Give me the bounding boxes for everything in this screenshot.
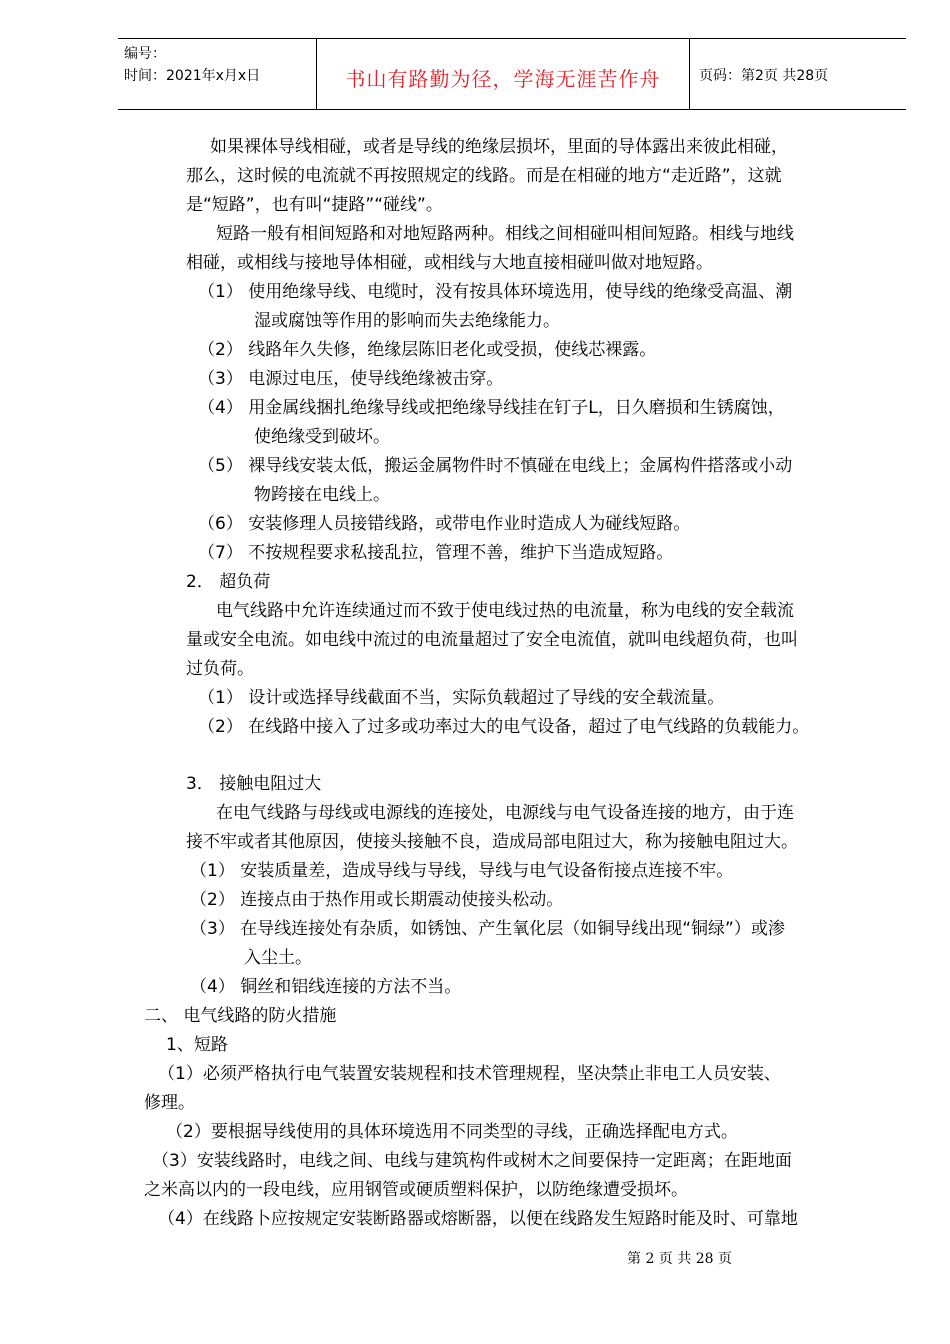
body-line: 电气线路中允许连续通过而不致于使电线过热的电流量，称为电线的安全载流 [216, 601, 794, 621]
list-item: （6） 安装修理人员接错线路，或带电作业时造成人为碰线短路。 [198, 514, 691, 534]
list-item: （1） 安装质量差，造成导线与导线，导线与电气设备衔接点连接不牢。 [190, 861, 734, 881]
header-page-cell [689, 39, 906, 109]
list-item-continuation: 湿或腐蚀等作用的影响而失去绝缘能力。 [254, 311, 560, 331]
document-time: 时间：2021年x月x日 [124, 68, 261, 84]
list-item: （3） 在导线连接处有杂质，如锈蚀、产生氧化层（如铜导线出现“铜绿”）或渗 [190, 919, 785, 939]
header-motto-cell [316, 39, 690, 109]
list-item: （1） 设计或选择导线截面不当，实际负载超过了导线的安全载流量。 [198, 688, 725, 708]
body-line: 那么，这时候的电流就不再按照规定的线路。而是在相碰的地方“走近路”，这就 [186, 166, 782, 186]
header-meta-cell [118, 39, 316, 109]
list-item-continuation: 修理。 [144, 1093, 195, 1113]
body-line: 量或安全电流。如电线中流过的电流量超过了安全电流值，就叫电线超负荷，也叫 [186, 630, 798, 650]
list-item: （3） 电源过电压，使导线绝缘被击穿。 [198, 369, 504, 389]
section-heading: 3． 接触电阻过大 [186, 774, 322, 794]
body-line: 短路一般有相间短路和对地短路两种。相线之间相碰叫相间短路。相线与地线 [216, 224, 794, 244]
list-item: （4） 用金属线捆扎绝缘导线或把绝缘导线挂在钉子L，日久磨损和生锈腐蚀， [198, 398, 785, 418]
body-line: 是“短路”，也有叫“捷路”“碰线”。 [186, 195, 443, 215]
list-item-continuation: 使绝缘受到破坏。 [254, 427, 390, 447]
list-item: （1） 使用绝缘导线、电缆时，没有按具体环境选用，使导线的绝缘受高温、潮 [198, 282, 793, 302]
header-page-number: 页码：第2页 共28页 [699, 68, 829, 84]
header-motto: 书山有路勤为径，学海无涯苦作舟 [345, 67, 661, 91]
document-number: 编号： [124, 46, 166, 62]
list-item-continuation: 物跨接在电线上。 [254, 485, 390, 505]
list-item: （2）要根据导线使用的具体环境选用不同类型的寻线，正确选择配电方式。 [166, 1122, 738, 1142]
page-footer: 第 2 页 共 28 页 [627, 1251, 732, 1267]
body-line: 过负荷。 [186, 659, 254, 679]
list-item: （2） 连接点由于热作用或长期震动使接头松动。 [190, 890, 564, 910]
list-item: （1）必须严格执行电气装置安装规程和技术管理规程，坚决禁止非电工人员安装、 [158, 1064, 781, 1084]
list-item: （2） 在线路中接入了过多或功率过大的电气设备，超过了电气线路的负载能力。 [198, 717, 810, 737]
body-line: 接不牢或者其他原因，使接头接触不良，造成局部电阻过大，称为接触电阻过大。 [186, 832, 798, 852]
list-item-continuation: 之米高以内的一段电线，应用钢管或硬质塑料保护，以防绝缘遭受损坏。 [144, 1180, 688, 1200]
list-item: （2） 线路年久失修，绝缘层陈旧老化或受损，使线芯裸露。 [198, 340, 657, 360]
page-header [118, 38, 906, 110]
body-line: 如果裸体导线相碰，或者是导线的绝缘层损坏，里面的导体露出来彼此相碰， [210, 137, 788, 157]
list-item: （5） 裸导线安装太低，搬运金属物件时不慎碰在电线上；金属构件搭落或小动 [198, 456, 793, 476]
list-item: （4）在线路卜应按规定安装断路器或熔断器，以便在线路发生短路时能及时、可靠地 [158, 1209, 798, 1229]
list-item: （4） 铜丝和铝线连接的方法不当。 [190, 977, 462, 997]
subsection-heading: 1、短路 [166, 1035, 228, 1055]
list-item: （7） 不按规程要求私接乱拉，管理不善，维护下当造成短路。 [198, 543, 674, 563]
section-heading: 二、 电气线路的防火措施 [144, 1006, 337, 1026]
body-line: 相碰，或相线与接地导体相碰，或相线与大地直接相碰叫做对地短路。 [186, 253, 713, 273]
list-item-continuation: 入尘土。 [244, 948, 312, 968]
section-heading: 2． 超负荷 [186, 572, 271, 592]
body-line: 在电气线路与母线或电源线的连接处，电源线与电气设备连接的地方，由于连 [216, 803, 794, 823]
list-item: （3）安装线路时，电线之间、电线与建筑构件或树木之间要保持一定距离；在距地面 [152, 1151, 792, 1171]
